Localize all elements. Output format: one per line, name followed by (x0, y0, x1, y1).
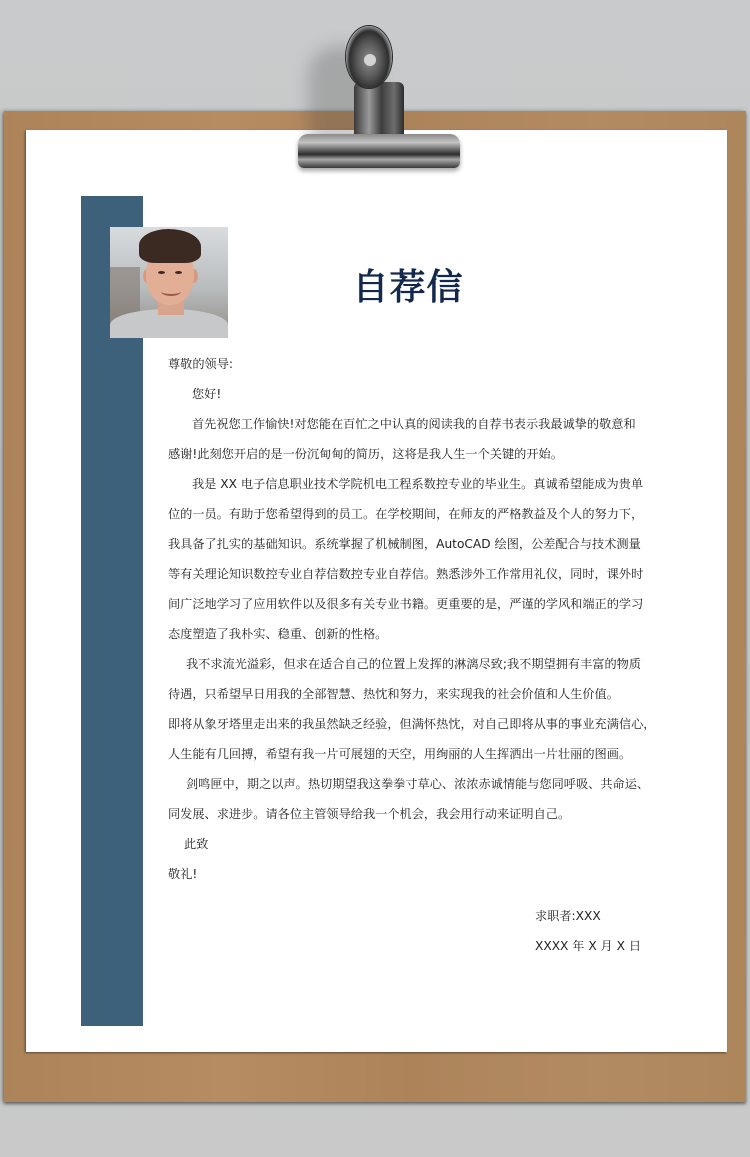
salutation: 尊敬的领导: (168, 357, 234, 371)
paragraph-line: 首先祝您工作愉快!对您能在百忙之中认真的阅读我的自荐书表示我最诚挚的敬意和 (192, 417, 636, 431)
closing-line-1: 此致 (184, 837, 209, 851)
signature: 求职者:XXX (535, 909, 601, 923)
paragraph-line: 剑鸣匣中，期之以声。热切期望我这拳拳寸草心、浓浓赤诚情能与您同呼吸、共命运、 (186, 777, 650, 791)
paragraph-line: 位的一员。有助于您希望得到的员工。在学校期间，在师友的严格教益及个人的努力下， (168, 507, 644, 521)
paragraph-line: 即将从象牙塔里走出来的我虽然缺乏经验，但满怀热忱，对自己即将从事的事业充满信心， (168, 717, 656, 731)
letter-body (168, 349, 656, 889)
signature-block (535, 901, 641, 961)
paragraph-line: 态度塑造了我朴实、稳重、创新的性格。 (168, 627, 388, 641)
paragraph-line: 我具备了扎实的基础知识。系统掌握了机械制图，AutoCAD 绘图，公差配合与技术测量 (168, 537, 641, 551)
binder-clip-icon (296, 26, 462, 171)
paragraph-line: 我是 XX 电子信息职业技术学院机电工程系数控专业的毕业生。真诚希望能成为贵单 (192, 477, 644, 491)
paragraph-line: 同发展、求进步。请各位主管领导给我一个机会，我会用行动来证明自己。 (168, 807, 571, 821)
paragraph-line: 等有关理论知识数控专业自荐信数控专业自荐信。熟悉涉外工作常用礼仪，同时，课外时 (168, 567, 644, 581)
paragraph-line: 感谢!此刻您开启的是一份沉甸甸的简历，这将是我人生一个关键的开始。 (168, 447, 563, 461)
paragraph-line: 人生能有几回搏，希望有我一片可展翅的天空，用绚丽的人生挥洒出一片壮丽的图画。 (168, 747, 632, 761)
closing-line-2: 敬礼! (168, 867, 198, 881)
paragraph-line: 待遇，只希望早日用我的全部智慧、热忱和努力，来实现我的社会价值和人生价值。 (168, 687, 619, 701)
applicant-photo (110, 227, 228, 338)
paragraph-line: 间广泛地学习了应用软件以及很多有关专业书籍。更重要的是，严谨的学风和端正的学习 (168, 597, 644, 611)
page-title: 自荐信 (352, 267, 464, 308)
paragraph-line: 我不求流光溢彩，但求在适合自己的位置上发挥的淋漓尽致;我不期望拥有丰富的物质 (186, 657, 642, 671)
date: XXXX 年 X 月 X 日 (535, 939, 642, 953)
greeting: 您好! (192, 387, 222, 401)
